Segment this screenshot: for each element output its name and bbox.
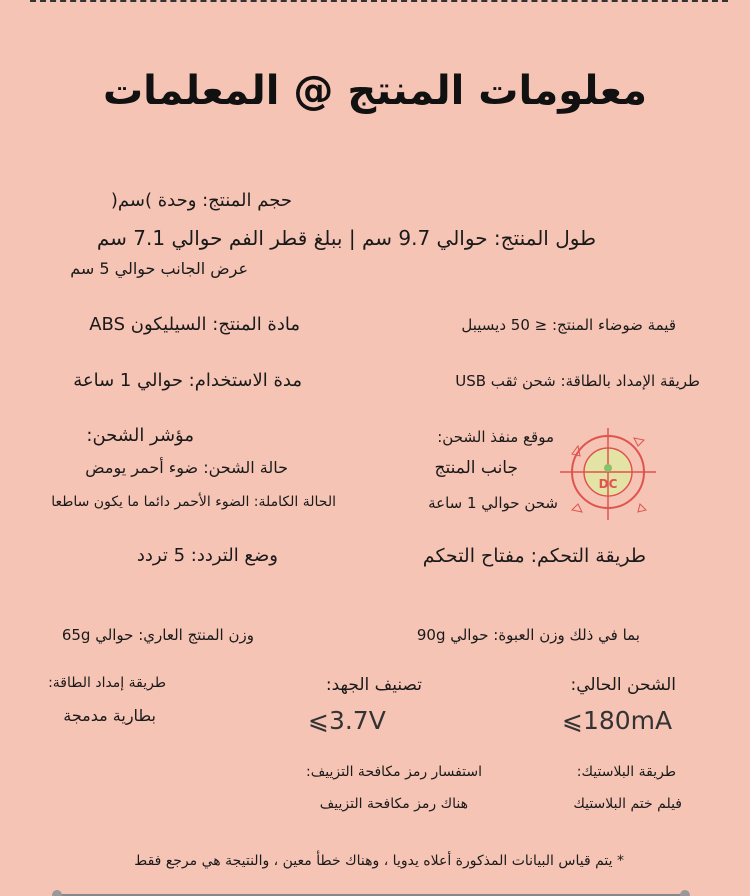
charging-port-position: جانب المنتج <box>434 458 518 478</box>
charging-state: حالة الشحن: ضوء أحمر يومض <box>85 458 288 477</box>
power-method-label: طريقة إمداد الطاقة: <box>48 675 166 691</box>
size-width: عرض الجانب حوالي 5 سم <box>70 259 248 278</box>
bottom-right-dot <box>680 890 690 896</box>
dc-port-icon <box>560 428 656 520</box>
anti-counterfeit-label: استفسار رمز مكافحة التزييف: <box>306 764 482 780</box>
power-method-value: بطارية مدمجة <box>63 706 156 725</box>
dc-badge-text: DC <box>598 477 618 491</box>
frequency-mode: وضع التردد: 5 تردد <box>136 545 278 566</box>
charge-time: شحن حوالي 1 ساعة <box>428 494 558 512</box>
anti-counterfeit-value: هناك رمز مكافحة التزييف <box>319 796 468 812</box>
voltage-label: تصنيف الجهد: <box>325 675 422 695</box>
power-supply-method: طريقة الإمداد بالطاقة: شحن ثقب USB <box>455 372 700 390</box>
full-state: الحالة الكاملة: الضوء الأحمر دائما ما يكون ساطعا <box>51 494 336 510</box>
size-label: حجم المنتج: وحدة )سم( <box>110 190 292 211</box>
page-title: معلومات المنتج @ المعلمات <box>102 68 648 114</box>
plastic-value: فيلم ختم البلاستيك <box>573 796 682 812</box>
footnote: * يتم قياس البيانات المذكورة أعلاه يدويا ، وهناك خطأ معين ، والنتيجة هي مرجع فقط <box>134 853 624 869</box>
top-dashed-border <box>30 0 728 2</box>
charging-port-label: موقع منفذ الشحن: <box>437 428 554 446</box>
noise-value: قيمة ضوضاء المنتج: ≤ 50 ديسيبل <box>461 316 676 334</box>
material: مادة المنتج: السيليكون ABS <box>89 314 300 335</box>
bare-weight: وزن المنتج العاري: حوالي 65g <box>61 626 254 644</box>
current-value: ⩽180mA <box>562 706 673 735</box>
bottom-left-dot <box>52 890 62 896</box>
size-length: طول المنتج: حوالي 9.7 سم | ببلغ قطر الفم حوالي 7.1 سم <box>96 226 596 250</box>
bottom-border <box>56 892 686 896</box>
plastic-label: طريقة البلاستيك: <box>576 764 676 780</box>
usage-time: مدة الاستخدام: حوالي 1 ساعة <box>73 370 302 391</box>
charging-indicator-label: مؤشر الشحن: <box>86 425 194 446</box>
control-method: طريقة التحكم: مفتاح التحكم <box>422 545 646 567</box>
current-label: الشحن الحالي: <box>570 675 676 695</box>
voltage-value: ⩽3.7V <box>308 706 386 735</box>
package-weight: بما في ذلك وزن العبوة: حوالي 90g <box>416 626 640 644</box>
